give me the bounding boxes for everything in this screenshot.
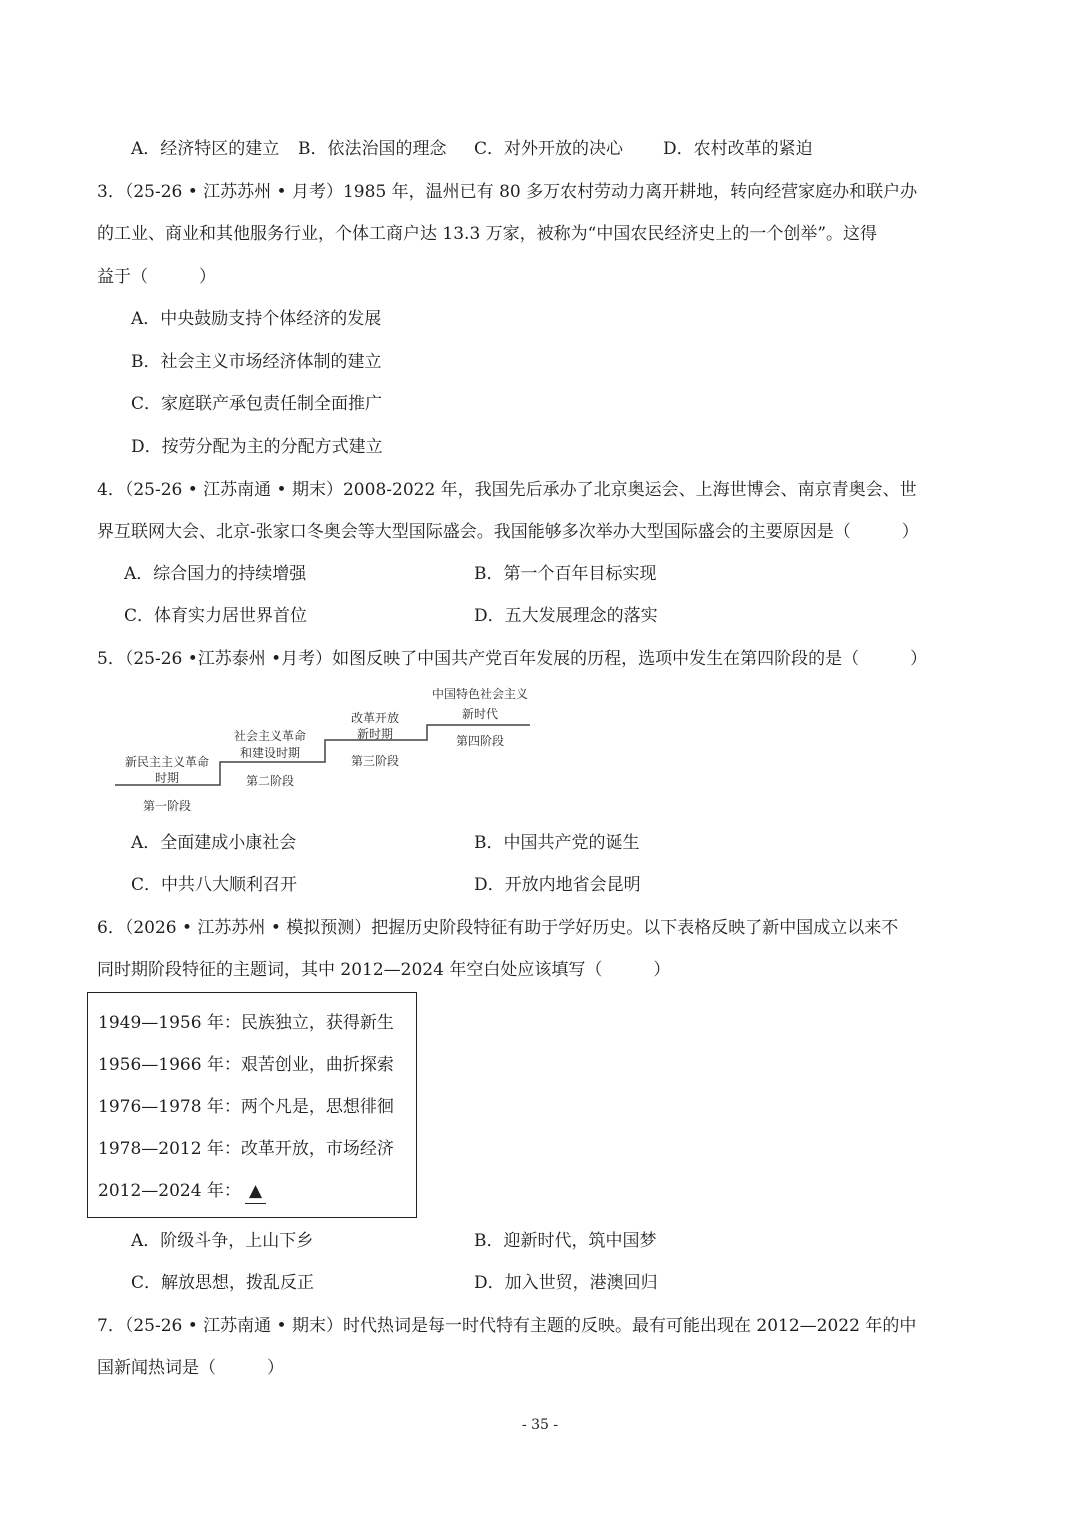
table-row: 1976—1978 年：两个凡是，思想徘徊 — [98, 1097, 394, 1117]
q4-option-b: B．第一个百年目标实现 — [474, 564, 657, 584]
q5-option-b: B．中国共产党的诞生 — [474, 833, 640, 853]
q3-option-b: B．社会主义市场经济体制的建立 — [131, 352, 382, 372]
page-number: - 35 - — [521, 1417, 559, 1433]
q7-stem-line1: 7．（25-26 • 江苏南通 • 期末）时代热词是每一时代特有主题的反映。最有可能出现在 2012—2022 年的中 — [97, 1316, 917, 1336]
stage2-label-line2: 和建设时期 — [239, 746, 301, 760]
q6-option-b: B．迎新时代，筑中国梦 — [474, 1231, 657, 1251]
stage2-label-line1: 社会主义革命 — [233, 729, 307, 743]
q6-stem-line1: 6．（2026 • 江苏苏州 • 模拟预测）把握历史阶段特征有助于学好历史。以下表格反映了新中国成立以来不 — [97, 918, 899, 938]
q4-option-a: A．综合国力的持续增强 — [124, 564, 307, 584]
table-row: 1949—1956 年：民族独立，获得新生 — [98, 1013, 394, 1033]
q2-option-b: B．依法治国的理念 — [298, 139, 447, 159]
q4-option-c: C．体育实力居世界首位 — [124, 606, 308, 626]
q4-stem-line1: 4．（25-26 • 江苏南通 • 期末）2008-2022 年，我国先后承办了北京奥运会、上海世博会、南京青奥会、世 — [97, 480, 917, 500]
stage2-caption: 第二阶段 — [245, 774, 295, 788]
q5-option-d: D．开放内地省会昆明 — [474, 875, 641, 895]
table-row-blank — [98, 1179, 266, 1204]
stage3-label-line2: 新时期 — [356, 727, 394, 741]
q4-option-d: D．五大发展理念的落实 — [474, 606, 658, 626]
q3-option-c: C．家庭联产承包责任制全面推广 — [131, 394, 383, 414]
stage3-label-line1: 改革开放 — [350, 711, 400, 725]
party-history-staircase-diagram — [110, 680, 540, 820]
q3-stem-line1: 3．（25-26 • 江苏苏州 • 月考）1985 年，温州已有 80 多万农村劳动力离开耕地，转向经营家庭办和联户办 — [97, 182, 918, 202]
q3-option-a: A．中央鼓励支持个体经济的发展 — [131, 309, 382, 329]
period-theme-table — [87, 992, 417, 1218]
stage1-label-line1: 新民主主义革命 — [124, 755, 210, 769]
stage1-caption: 第一阶段 — [142, 799, 192, 813]
q3-stem-line3: 益于（ ） — [97, 267, 216, 287]
q6-stem-line2: 同时期阶段特征的主题词，其中 2012—2024 年空白处应该填写（ ） — [97, 960, 671, 980]
stage4-label-line2: 新时代 — [461, 707, 499, 721]
q6-option-d: D．加入世贸，港澳回归 — [474, 1273, 658, 1293]
q2-option-a: A．经济特区的建立 — [131, 139, 280, 159]
stage4-label-line1: 中国特色社会主义 — [431, 687, 529, 701]
stage3-caption: 第三阶段 — [350, 754, 400, 768]
q4-stem-line2: 界互联网大会、北京-张家口冬奥会等大型国际盛会。我国能够多次举办大型国际盛会的主要原因是（ ） — [97, 522, 919, 542]
triangle-blank-marker: ▲ — [245, 1179, 266, 1204]
q5-stem-line1: 5．（25-26 •江苏泰州 •月考）如图反映了中国共产党百年发展的历程，选项中发生在第四阶段的是（ ） — [97, 649, 928, 669]
q5-option-a: A．全面建成小康社会 — [131, 833, 297, 853]
q6-option-c: C．解放思想，拨乱反正 — [131, 1273, 315, 1293]
table-row-blank-label: 2012—2024 年： — [98, 1181, 241, 1201]
stage1-label-line2: 时期 — [154, 771, 180, 785]
q3-option-d: D．按劳分配为主的分配方式建立 — [131, 437, 383, 457]
q2-option-c: C．对外开放的决心 — [474, 139, 624, 159]
stage4-caption: 第四阶段 — [455, 734, 505, 748]
q7-stem-line2: 国新闻热词是（ ） — [97, 1358, 284, 1378]
q5-option-c: C．中共八大顺利召开 — [131, 875, 298, 895]
table-row: 1978—2012 年：改革开放，市场经济 — [98, 1139, 394, 1159]
q2-option-d: D．农村改革的紧迫 — [663, 139, 813, 159]
q6-option-a: A．阶级斗争，上山下乡 — [131, 1231, 314, 1251]
table-row: 1956—1966 年：艰苦创业，曲折探索 — [98, 1055, 394, 1075]
q3-stem-line2: 的工业、商业和其他服务行业，个体工商户达 13.3 万家，被称为“中国农民经济史上的一个创举”。这得 — [97, 224, 878, 244]
